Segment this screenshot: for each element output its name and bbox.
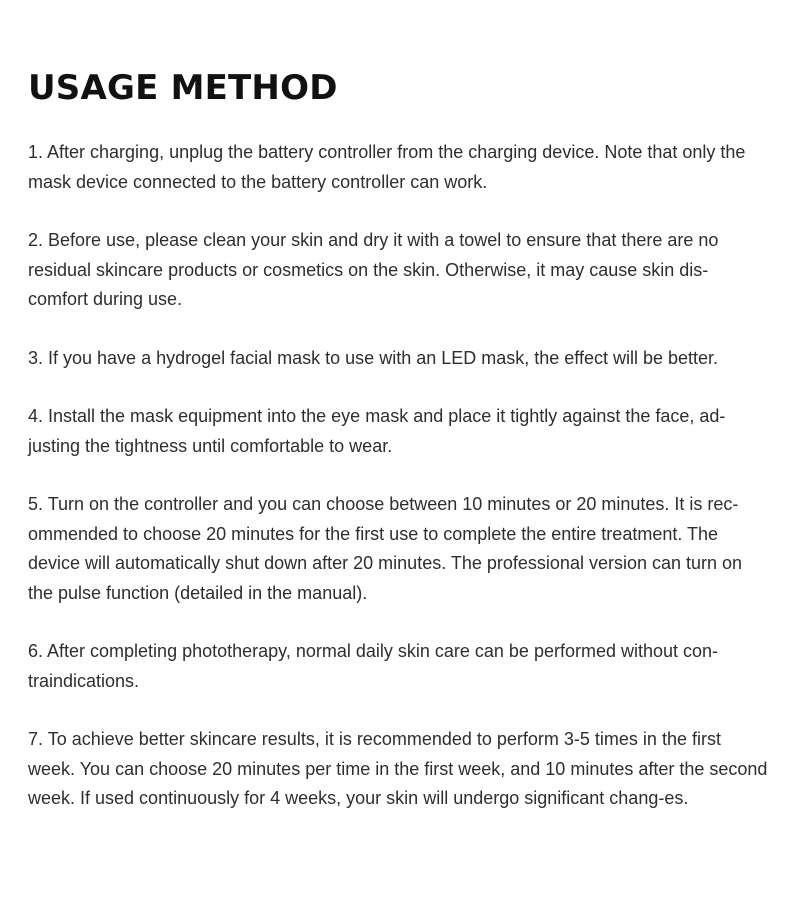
step-3: 3. If you have a hydrogel facial mask to use with an LED mask, the effect will be better. — [28, 347, 719, 368]
step-6: 6. After completing phototherapy, normal daily skin care can be performed without con-traindications. — [28, 641, 719, 691]
steps-list — [28, 138, 768, 843]
step-1: 1. After charging, unplug the battery controller from the charging device. Note that only the mask device connected to the battery controller can work. — [28, 142, 746, 192]
step-4: 4. Install the mask equipment into the eye mask and place it tightly against the face, ad-justing the tightness until comfortable to wear. — [28, 406, 726, 456]
step-2: 2. Before use, please clean your skin and dry it with a towel to ensure that there are no residual skincare products or cosmetics on the skin. Otherwise, it may cause skin dis-comfort during use. — [28, 230, 719, 309]
page-title: USAGE METHOD — [28, 68, 338, 108]
step-5: 5. Turn on the controller and you can choose between 10 minutes or 20 minutes. It is rec-ommended to choose 20 minutes for the first use to complete the entire treatment. The device will automatically shut down after 20 minutes. The professional version can turn on the pulse function (detailed in the manual). — [28, 494, 743, 603]
step-7: 7. To achieve better skincare results, it is recommended to perform 3-5 times in the first week. You can choose 20 minutes per time in the first week, and 10 minutes after the second week. If used continuously for 4 weeks, your skin will undergo significant chang-es. — [28, 729, 768, 808]
